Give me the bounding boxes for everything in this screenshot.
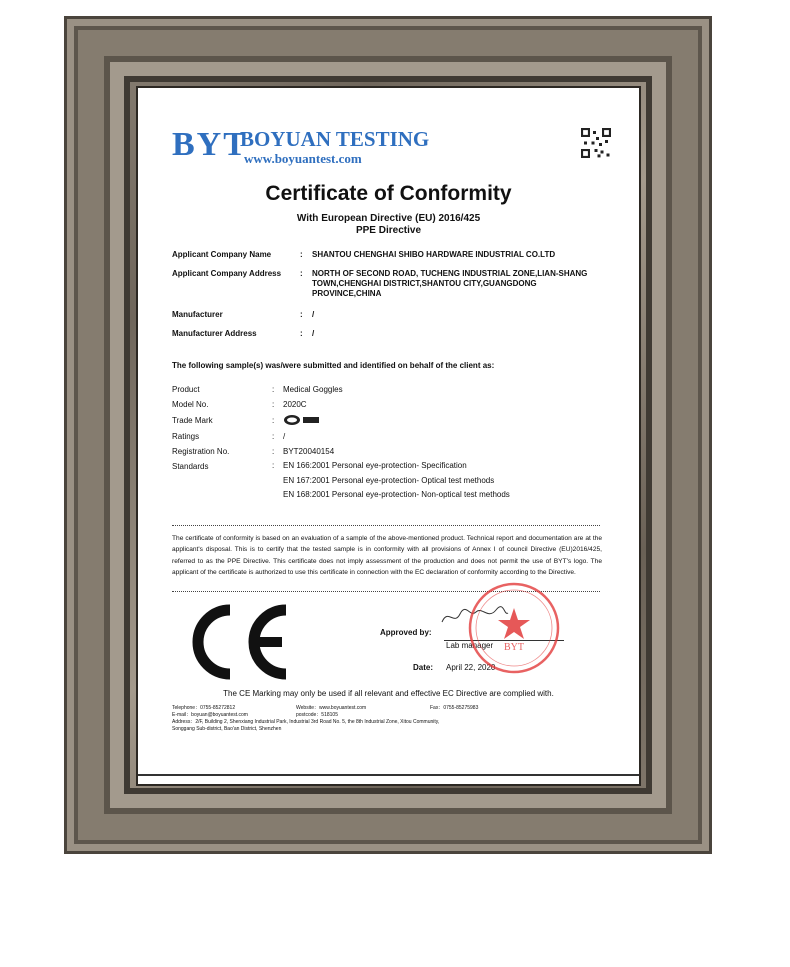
directive-line-1: With European Directive (EU) 2016/425	[296, 213, 481, 224]
footer-website: Website：www.boyuantest.com	[296, 705, 367, 711]
applicant-address-line: NORTH OF SECOND ROAD, TUCHENG INDUSTRIAL ZONE,LIAN-SHANG	[312, 269, 588, 278]
conformity-statement: The certificate of conformity is based on an evaluation of a sample of the above-mentioned product. Technical report and documentation are at the applicant's disposal. This is to certify that the tested sample is in conformity with all provisions of Annex I of council Directive (EU)2016/425, referred to as the PPE Directive. This certificate does not imply assessment of the production and does not permit the use of BYT's logo. The applicant of the certificate is authorized to use this certificate in connection with the EC declaration of conformity according to the Directive.	[172, 535, 602, 576]
footer-telephone: Telephone：0755-85272812	[172, 705, 236, 711]
footer-address: Address：2/F, Building 2, Shenxiang Industrial Park, Industrial 3rd Road No. 5, the 8th Industrial Zone, Xitou Community,	[172, 719, 440, 725]
manufacturer-label: Manufacturer	[172, 310, 223, 319]
ce-mark-icon	[180, 602, 292, 682]
footer-postcode: postcode：518105	[296, 712, 338, 718]
standards-label: Standards	[172, 462, 209, 471]
certificate-title: Certificate of Conformity	[265, 182, 512, 205]
standard-item: EN 167:2001 Personal eye-protection- Optical test methods	[283, 476, 495, 485]
manufacturer-value: /	[312, 310, 315, 319]
svg-text:BYT: BYT	[504, 642, 524, 653]
manufacturer-address-value: /	[312, 329, 315, 338]
directive-line-2: PPE Directive	[355, 225, 422, 236]
date-value: April 22, 2020	[446, 663, 496, 672]
approved-by-label: Approved by:	[380, 628, 432, 637]
colon: :	[272, 432, 275, 441]
applicant-address-line: TOWN,CHENGHAI DISTRICT,SHANTOU CITY,GUANGDONG	[312, 279, 537, 288]
registration-value: BYT20040154	[283, 447, 335, 456]
colon: :	[272, 385, 275, 394]
trademark-label: Trade Mark	[172, 416, 213, 425]
colon: :	[300, 310, 303, 319]
dotted-divider	[172, 525, 600, 526]
logo-mark: BYT	[172, 126, 248, 163]
colon: :	[272, 400, 275, 409]
qr-code-icon	[581, 128, 611, 158]
standard-item: EN 168:2001 Personal eye-protection- Non-optical test methods	[283, 490, 510, 499]
footer-email: E-mail：boyuan@boyuantest.com	[172, 712, 248, 718]
applicant-name-value: SHANTOU CHENGHAI SHIBO HARDWARE INDUSTRIAL CO.LTD	[312, 250, 556, 259]
colon: :	[272, 447, 275, 456]
ratings-value: /	[283, 432, 286, 441]
standard-item: EN 166:2001 Personal eye-protection- Specification	[283, 461, 467, 470]
colon: :	[272, 416, 275, 425]
section-heading: The following sample(s) was/were submitted and identified on behalf of the client as:	[172, 361, 495, 370]
colon: :	[300, 269, 303, 278]
model-value: 2020C	[283, 400, 307, 409]
colon: :	[272, 461, 275, 470]
date-label: Date:	[413, 663, 434, 672]
applicant-name-label: Applicant Company Name	[172, 250, 272, 259]
colon: :	[300, 250, 303, 259]
role-label: Lab manager	[446, 641, 494, 650]
logo-name: BOYUAN TESTING	[240, 127, 430, 151]
manufacturer-address-label: Manufacturer Address	[172, 329, 257, 338]
registration-label: Registration No.	[172, 447, 230, 456]
trademark-logo	[283, 414, 321, 426]
ratings-label: Ratings	[172, 432, 200, 441]
product-label: Product	[172, 385, 200, 394]
footer-fax: Fax：0755-85275983	[430, 705, 479, 711]
company-seal	[466, 580, 562, 676]
applicant-address-line: PROVINCE,CHINA	[312, 289, 382, 298]
model-label: Model No.	[172, 400, 209, 409]
logo-url: www.boyuantest.com	[244, 151, 362, 166]
colon: :	[300, 329, 303, 338]
product-value: Medical Goggles	[283, 385, 343, 394]
ce-marking-note: The CE Marking may only be used if all relevant and effective EC Directive are complied with.	[223, 689, 554, 698]
applicant-address-label: Applicant Company Address	[172, 269, 282, 278]
footer-address: Songgang Sub-district, Bao'an District, Shenzhen	[172, 726, 282, 732]
bottom-rule	[138, 774, 639, 776]
